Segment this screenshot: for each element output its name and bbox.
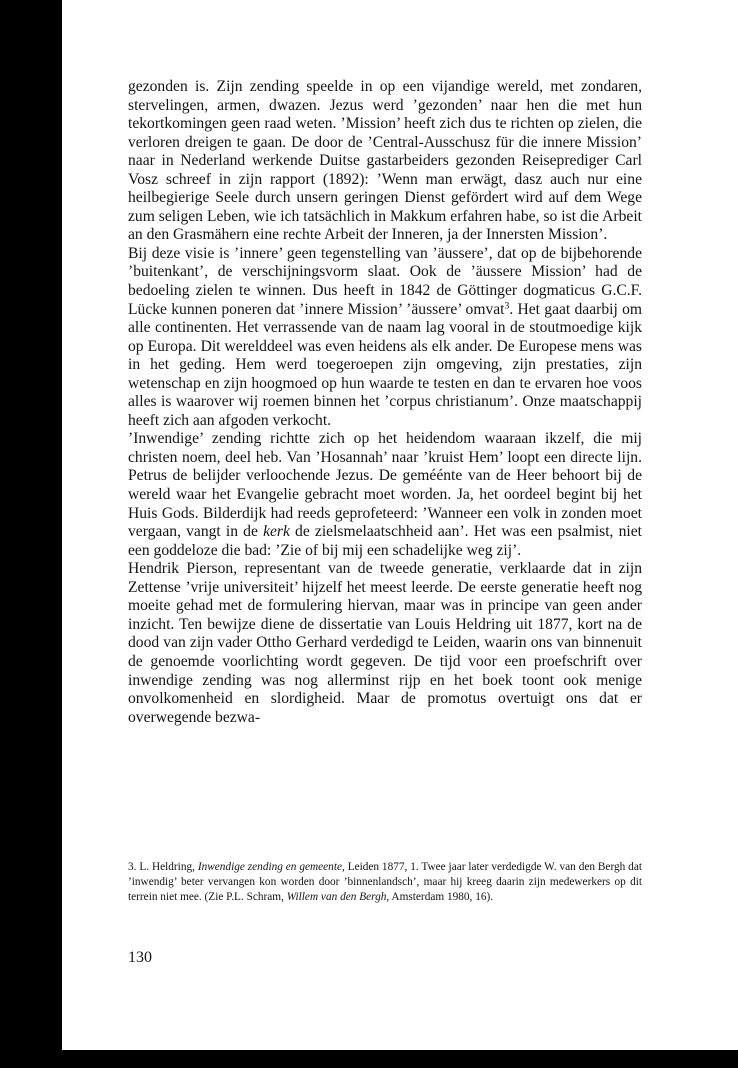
- text-segment: Bij deze visie is ’innere’ geen tegenstelling van ’äussere’, dat op de bijbehorende ’buitenkant’, de verschijningsvorm slaat. Ook de ’äussere Mission’ had de bedoeling zielen te winnen. Dus heeft in 1842 de Göttinger dogmaticus G.C.F. Lücke kunnen poneren dat ’innere Mission’ ’äussere’ omvat: [128, 244, 642, 318]
- text-segment: , Leiden 1877, 1. Twee jaar later verdedigde W. van den Bergh dat ’inwendig’ beter vervangen kon worden door ’binnenlandsch’, maar hij kreeg daarin zijn medewerkers op dit terrein niet mee. (Zie P.L. Schram,: [128, 861, 642, 903]
- text-segment: , Amsterdam 1980, 16).: [386, 890, 494, 903]
- italic-text: Willem van den Bergh: [286, 890, 387, 903]
- scan-border-left: [0, 0, 62, 1068]
- main-text: [128, 78, 642, 727]
- footnote-ref: 3: [504, 300, 510, 312]
- paragraph: [128, 78, 642, 245]
- italic-text: Inwendige zending en gemeente: [197, 861, 342, 873]
- page-number: 130: [128, 949, 152, 966]
- text-segment: Hendrik Pierson, representant van de tweede generatie, verklaarde dat in zijn Zettense ’vrije universiteit’ hijzelf het meest leerde. De eerste generatie heeft nog moeite gehad met de formulering hiervan, maar was in principe van geen ander inzicht. Ten bewijze diene de dissertatie van Louis Heldring uit 1877, kort na de dood van zijn vader Ottho Gerhard verdedigd te Leiden, waarin ons van binnenuit de genoemde voorlichting wordt gegeven. De tijd voor een proefschrift over inwendige zending was nog allerminst rijp en het boek toont ook menige onvolkomenheid en slordigheid. Maar de promotus overtuigt ons dat er overwegende bezwa-: [128, 560, 642, 726]
- text-segment: ’Inwendige’ zending richtte zich op het heidendom waaraan ikzelf, die mij christen noem, deel heb. Van ’Hosannah’ naar ’kruist Hem’ loopt een directe lijn. Petrus de belijder verloochende Jezus. De geméénte van de Heer behoort bij de wereld waar het Evangelie gebracht moet worden. Ja, het oordeel begint bij het Huis Gods. Bilderdijk had reeds geprofeteerd: ’Wanneer een volk in zonden moet vergaan, vangt in de: [128, 430, 642, 541]
- text-segment: 3. L. Heldring,: [128, 861, 198, 873]
- italic-text: kerk: [263, 523, 290, 541]
- footnote: [128, 860, 642, 904]
- paragraph: [128, 560, 642, 727]
- scan-border-bottom: [0, 1050, 738, 1068]
- text-segment: . Het gaat daarbij om alle continenten. Het verrassende van de naam lag vooral in de stoutmoedige kijk op Europa. Dit werelddeel was even heidens als elk ander. De Europese mens was in het geding. Hem werd toegeroepen zijn omgeving, zijn prestaties, zijn wetenschap en zijn hoogmoed op hun waarde te testen en dan te ervaren hoe voos alles is waarover wij roemen binnen het ’corpus christianum’. Onze maatschappij heeft zich aan afgoden verkocht.: [128, 300, 642, 429]
- text-segment: gezonden is. Zijn zending speelde in op een vijandige wereld, met zondaren, stervelingen, armen, dwazen. Jezus werd ’gezonden’ naar hen die met hun tekortkomingen geen raad weten. ’Mission’ heeft zich dus te richten op zielen, die verloren dreigen te gaan. De door de ’Central-Ausschusz für die innere Mission’ naar in Nederland werkende Duitse gastarbeiders gezonden Reiseprediger Carl Vosz schreef in zijn rapport (1892): ’Wenn man erwägt, dasz auch nur eine heilbegierige Seele durch unsern geringen Dienst gefördert wird auf dem Wege zum seligen Leben, wie ich tatsächlich in Makkum erfahren habe, so ist die Arbeit an den Grasmähern eine rechte Arbeit der Inneren, ja der Innersten Mission’.: [128, 78, 642, 244]
- page-body: [128, 78, 642, 727]
- paragraph: [128, 245, 642, 430]
- paragraph: [128, 430, 642, 560]
- text-segment: de zielsmelaatschheid aan’. Het was een psalmist, niet een goddeloze die bad: ’Zie of bij mij een schadelijke weg zij’.: [128, 523, 642, 559]
